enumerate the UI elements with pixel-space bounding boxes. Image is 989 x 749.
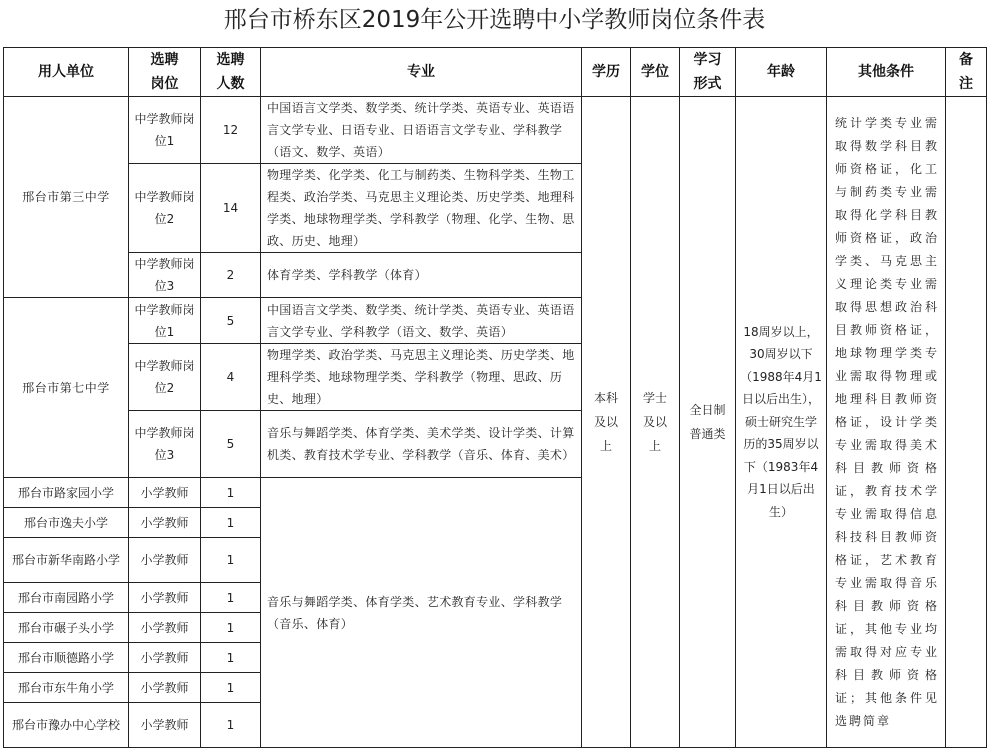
position-conditions-table <box>3 47 987 748</box>
position-count: 1 <box>201 538 261 583</box>
position-title: 中学教师岗位3 <box>129 411 201 478</box>
header-remark: 备 注 <box>946 48 987 97</box>
position-title: 小学教师 <box>129 673 201 703</box>
position-count: 1 <box>201 643 261 673</box>
position-major: 体育学类、学科教学（体育） <box>261 253 582 298</box>
degree-cell: 学士及以上 <box>631 97 680 748</box>
unit-name: 邢台市豫办中心学校 <box>4 703 129 748</box>
header-major: 专业 <box>261 48 582 97</box>
position-count: 5 <box>201 298 261 344</box>
position-count: 1 <box>201 673 261 703</box>
position-count: 1 <box>201 508 261 538</box>
position-title: 中学教师岗位2 <box>129 344 201 411</box>
header-other: 其他条件 <box>827 48 946 97</box>
position-major: 音乐与舞蹈学类、体育学类、美术学类、设计学类、计算机类、教育技术学专业、学科教学（音乐、体育、美术） <box>261 411 582 478</box>
unit-name: 邢台市碾子头小学 <box>4 613 129 643</box>
position-title: 小学教师 <box>129 538 201 583</box>
position-title: 中学教师岗位2 <box>129 164 201 253</box>
position-major: 中国语言文学类、数学类、统计学类、英语专业、英语语言文学专业、学科教学（语文、数学、英语） <box>261 298 582 344</box>
position-title: 小学教师 <box>129 703 201 748</box>
position-count: 5 <box>201 411 261 478</box>
age-cell: 18周岁以上，30周岁以下（1988年4月1日以后出生），硕士研究生学历的35周岁以下（1983年4月1日以后出生） <box>736 97 827 748</box>
position-major: 中国语言文学类、数学类、统计学类、英语专业、英语语言文学专业、日语专业、日语语言文学专业、学科教学（语文、数学、英语） <box>261 97 582 164</box>
position-title: 小学教师 <box>129 613 201 643</box>
position-title: 小学教师 <box>129 643 201 673</box>
remark-cell <box>946 97 987 748</box>
position-count: 14 <box>201 164 261 253</box>
position-count: 4 <box>201 344 261 411</box>
unit-name: 邢台市南园路小学 <box>4 583 129 613</box>
position-count: 1 <box>201 478 261 508</box>
position-title: 中学教师岗位3 <box>129 253 201 298</box>
position-title: 小学教师 <box>129 508 201 538</box>
header-study-form: 学习 形式 <box>680 48 736 97</box>
position-title: 中学教师岗位1 <box>129 97 201 164</box>
header-row <box>4 48 987 97</box>
page-title: 邢台市桥东区2019年公开选聘中小学教师岗位条件表 <box>223 7 766 33</box>
primary-major: 音乐与舞蹈学类、体育学类、艺术教育专业、学科教学（音乐、体育） <box>261 478 582 748</box>
unit-name: 邢台市顺德路小学 <box>4 643 129 673</box>
position-count: 2 <box>201 253 261 298</box>
table-row <box>4 97 987 164</box>
education-cell: 本科及以上 <box>582 97 631 748</box>
study-form-cell: 全日制普通类 <box>680 97 736 748</box>
header-unit: 用人单位 <box>4 48 129 97</box>
header-age: 年龄 <box>736 48 827 97</box>
other-conditions-cell: 统计学类专业需取得数学科目教师资格证，化工与制药类专业需取得化学科目教师资格证，政治学类、马克思主义理论类专业需取得思想政治科目教师资格证，地球物理学类专业需取得物理或地理科目教师资格证，设计学类专业需取得美术科目教师资格证，教育技术学专业需取得信息科技科目教师资格证，艺术教育专业需取得音乐科目教师资格证，其他专业均需取得对应专业科目教师资格证；其他条件见选聘简章 <box>827 97 946 748</box>
position-title: 小学教师 <box>129 583 201 613</box>
position-title: 中学教师岗位1 <box>129 298 201 344</box>
unit-name: 邢台市新华南路小学 <box>4 538 129 583</box>
position-major: 物理学类、政治学类、马克思主义理论类、历史学类、地理科学类、地球物理学类、学科教学（物理、思政、历史、地理） <box>261 344 582 411</box>
position-count: 1 <box>201 703 261 748</box>
position-count: 12 <box>201 97 261 164</box>
header-education: 学历 <box>582 48 631 97</box>
position-major: 物理学类、化学类、化工与制药类、生物科学类、生物工程类、政治学类、马克思主义理论类、历史学类、地理科学类、地球物理学类、学科教学（物理、化学、生物、思政、历史、地理） <box>261 164 582 253</box>
header-count: 选聘 人数 <box>201 48 261 97</box>
header-position: 选聘 岗位 <box>129 48 201 97</box>
position-title: 小学教师 <box>129 478 201 508</box>
unit-name: 邢台市第七中学 <box>4 298 129 478</box>
position-count: 1 <box>201 613 261 643</box>
position-count: 1 <box>201 583 261 613</box>
unit-name: 邢台市路家园小学 <box>4 478 129 508</box>
header-degree: 学位 <box>631 48 680 97</box>
unit-name: 邢台市东牛角小学 <box>4 673 129 703</box>
unit-name: 邢台市第三中学 <box>4 97 129 298</box>
unit-name: 邢台市逸夫小学 <box>4 508 129 538</box>
